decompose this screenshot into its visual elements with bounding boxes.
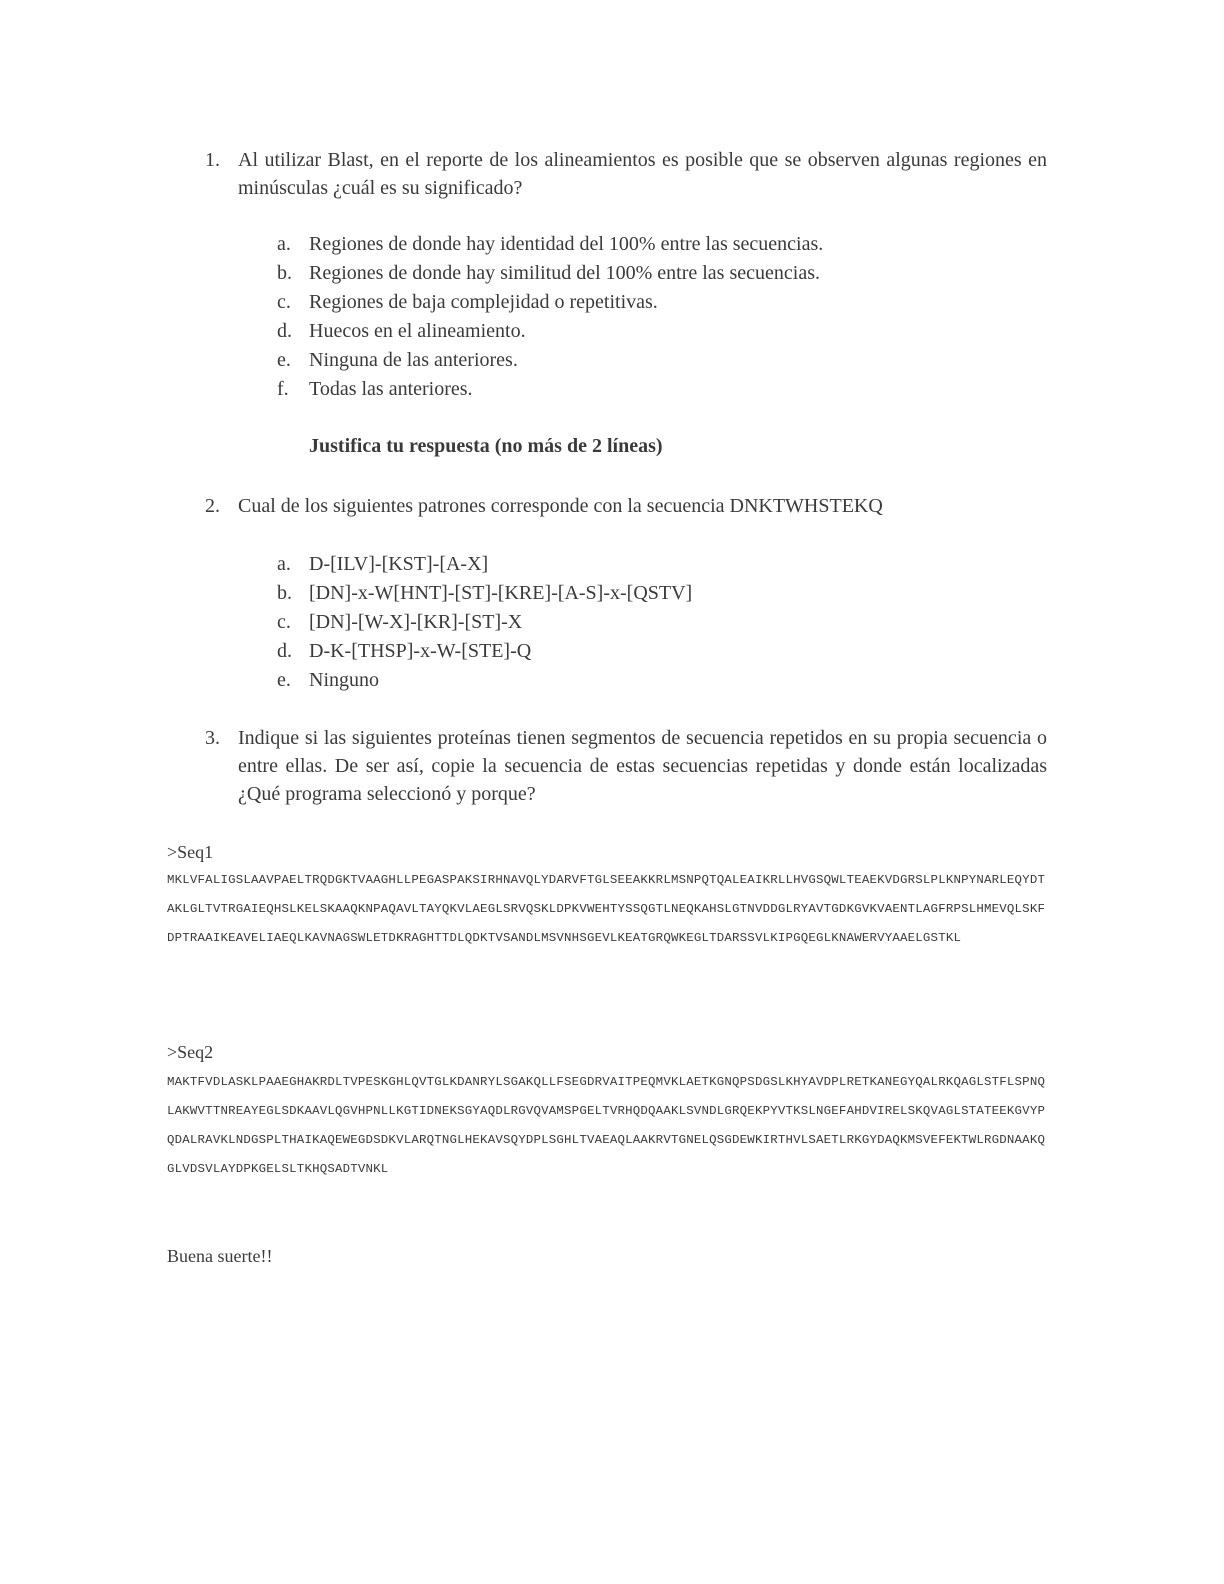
sequence-1: MKLVFALIGSLAAVPAELTRQDGKTVAAGHLLPEGASPAKSIRHNAVQLYDARVFTGLSEEAKKRLMSNPQTQALEAIKRLLHVGSQWLTEAEKVDGRSLPLKNPYNARLEQYDTAKLGLTVTRGAIEQHSLKELSKAAQKNPAQAVLTAYQKVLAEGLSRVQSKLDPKVWEHTYSSQGTLNEQKAHSLGTNVDDGLRYAVTGDKGVKVAENTLAGFRPSLHMEVQLSKFDPTRAAIKEAVELIAEQLKAVNAGSWLETDKRAGHTTDLQDKTVSANDLMSVNHSGEVLKEATGRQWKEGLTDARSSVLKIPGQEGLKNAWERVYAAELGSTKL [167,873,1046,945]
option-a: a. Regiones de donde hay identidad del 100% entre las secuencias. [277,233,824,255]
option-a: a. D-[ILV]-[KST]-[A-X] [277,553,489,575]
question-1-options [277,230,977,404]
question-1 [205,146,1047,202]
option-e: e. Ninguna de las anteriores. [277,349,518,371]
question-text: Al utilizar Blast, en el reporte de los alineamientos es posible que se observen algunas regiones en minúsculas ¿cuál es su significado? [238,149,1047,199]
option-b: b. [DN]-x-W[HNT]-[ST]-[KRE]-[A-S]-x-[QSTV] [277,582,693,604]
sequence-2-label: >Seq2 [167,1042,214,1062]
option-b: b. Regiones de donde hay similitud del 100% entre las secuencias. [277,262,820,284]
option-d: d. Huecos en el alineamiento. [277,320,526,342]
question-number: 1. [205,149,220,171]
option-c: c. Regiones de baja complejidad o repetitivas. [277,291,658,313]
option-f: f. Todas las anteriores. [277,378,473,400]
question-2-options [277,550,977,695]
closing-text: Buena suerte!! [167,1246,273,1266]
option-c: c. [DN]-[W-X]-[KR]-[ST]-X [277,611,523,633]
option-e: e. Ninguno [277,669,379,691]
option-d: d. D-K-[THSP]-x-W-[STE]-Q [277,640,532,662]
justify-note: Justifica tu respuesta (no más de 2 líneas) [309,435,663,457]
question-text: Cual de los siguientes patrones corresponde con la secuencia DNKTWHSTEKQ [238,495,883,517]
question-number: 2. [205,495,220,517]
question-text: Indique si las siguientes proteínas tienen segmentos de secuencia repetidos en su propia secuencia o entre ellas. De ser así, copie la secuencia de estas secuencias repetidas y donde están localizadas ¿Qué programa seleccionó y porque? [238,727,1047,805]
question-3 [205,724,1047,808]
question-number: 3. [205,727,220,749]
sequence-2: MAKTFVDLASKLPAAEGHAKRDLTVPESKGHLQVTGLKDANRYLSGAKQLLFSEGDRVAITPEQMVKLAETKGNQPSDGSLKHYAVDPLRETKANEGYQALRKQAGLSTFLSPNQLAKWVTTNREAYEGLSDKAAVLQGVHPNLLKGTIDNEKSGYAQDLRGVQVAMSPGELTVRHQDQAAKLSVNDLGRQEKPYVTKSLNGEFAHDVIRELSKQVAGLSTATEEKGVYPQDALRAVKLNDGSPLTHAIKAQEWEGDSDKVLARQTNGLHEKAVSQYDPLSGHLTVAEAQLAAKRVTGNELQSGDEWKIRTHVLSAETLRKGYDAQKMSVEFEKTWLRGDNAAKQGLVDSVLAYDPKGELSLTKHQSADTVNKL [167,1075,1046,1176]
question-2 [205,492,1047,520]
sequence-1-label: >Seq1 [167,842,214,862]
